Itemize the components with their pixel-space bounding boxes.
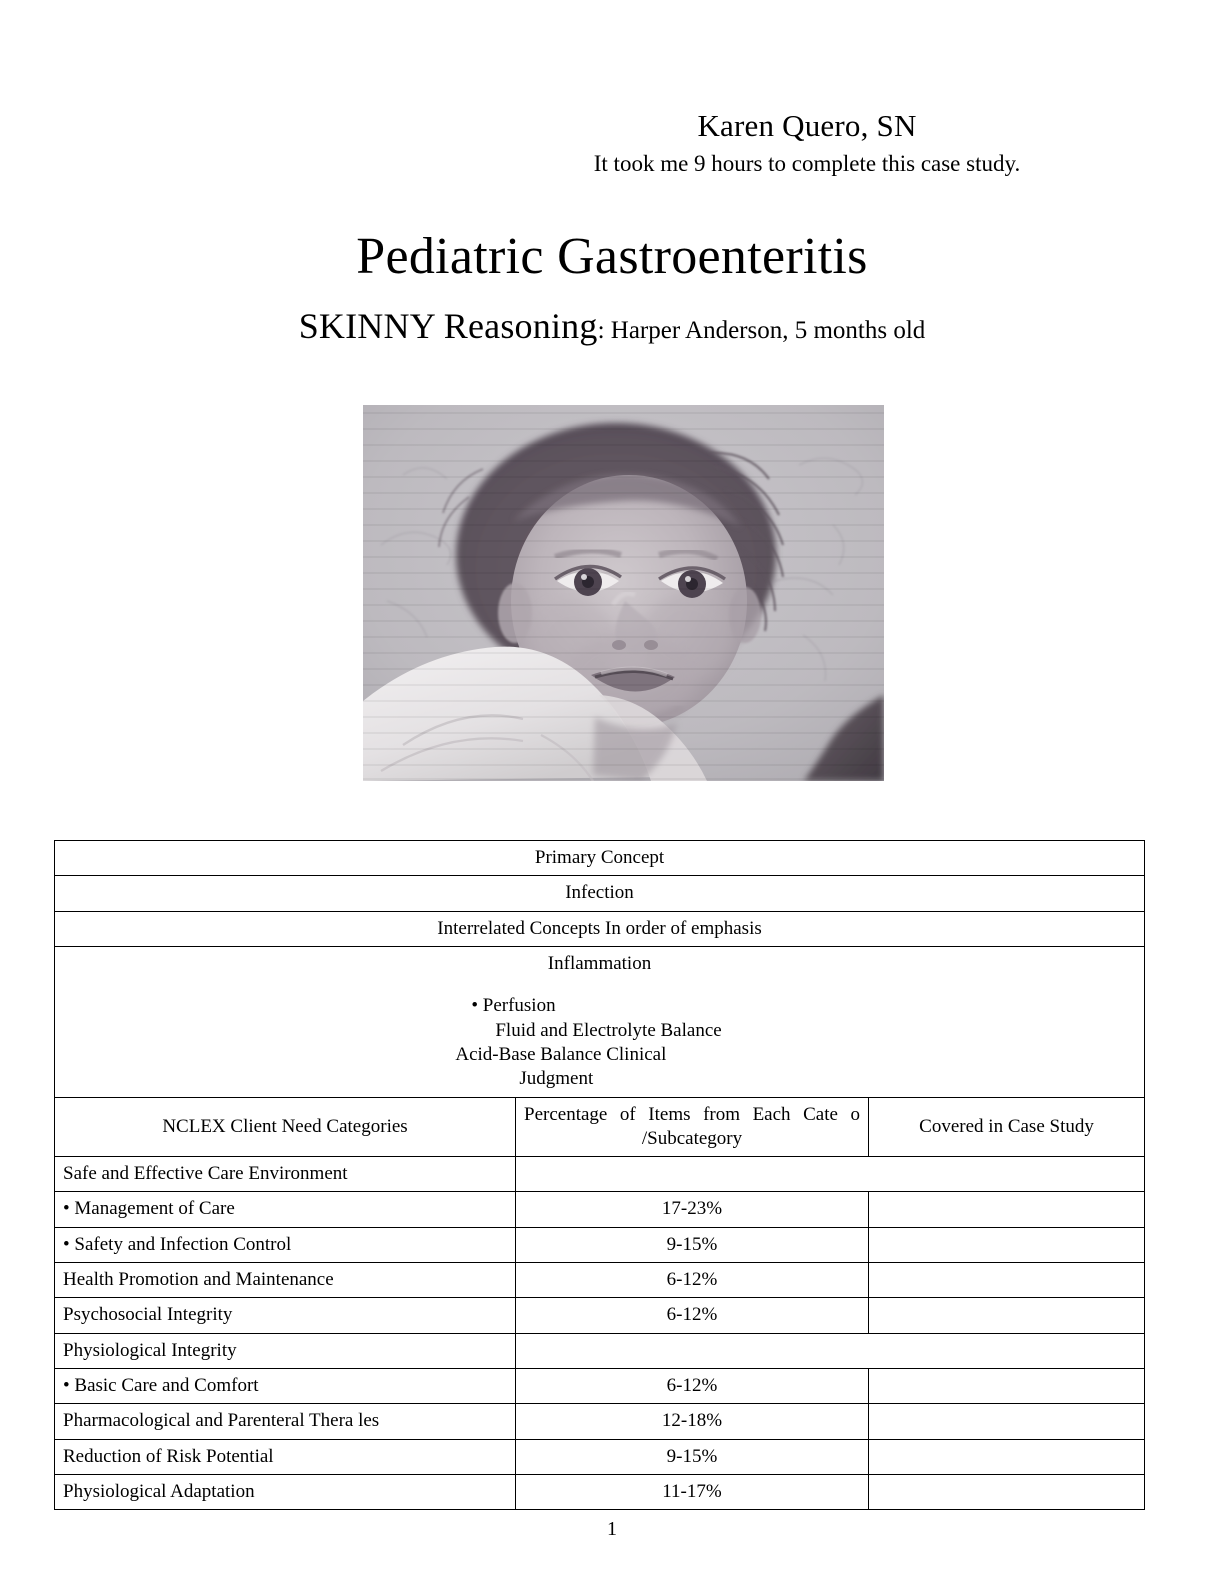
table-row	[55, 1192, 1145, 1227]
row-percentage: 17-23%	[516, 1192, 869, 1227]
interrelated-concepts-cell	[55, 946, 1145, 1097]
interrelated-concepts-label: Interrelated Concepts In order of emphasis	[55, 911, 1145, 946]
row-percentage: 6-12%	[516, 1298, 869, 1333]
row-covered[interactable]	[869, 1227, 1145, 1262]
interrelated-items-list	[455, 994, 722, 1091]
table-row	[55, 1404, 1145, 1439]
row-covered[interactable]	[869, 1263, 1145, 1298]
row-covered[interactable]	[869, 1298, 1145, 1333]
spacer	[63, 976, 1136, 994]
header-note: It took me 9 hours to complete this case study.	[593, 150, 1021, 176]
table-row-interrelated-concepts	[55, 946, 1145, 1097]
row-covered[interactable]	[869, 1474, 1145, 1509]
table-row-interrelated-label	[55, 911, 1145, 946]
row-percentage: 11-17%	[516, 1474, 869, 1509]
nclex-concept-table	[54, 840, 1145, 1510]
table-row	[55, 1157, 1145, 1192]
row-category: Physiological Integrity	[55, 1333, 516, 1368]
row-category: Reduction of Risk Potential	[55, 1439, 516, 1474]
interrelated-heading: Inflammation	[547, 952, 652, 974]
row-category: Health Promotion and Maintenance	[55, 1263, 516, 1298]
row-covered[interactable]	[869, 1192, 1145, 1227]
page-number: 1	[607, 1518, 617, 1540]
subtitle-main: SKINNY Reasoning	[298, 306, 598, 346]
table-row	[55, 1474, 1145, 1509]
row-percentage: 9-15%	[516, 1439, 869, 1474]
row-percentage-merged	[516, 1333, 1145, 1368]
primary-concept-value: Infection	[55, 876, 1145, 911]
column-header-percentage: Percentage of Items from Each Cate o /Subcategory	[516, 1097, 869, 1157]
table-row-primary-concept-label	[55, 841, 1145, 876]
row-percentage-merged	[516, 1157, 1145, 1192]
row-category: Pharmacological and Parenteral Thera les	[55, 1404, 516, 1439]
table-row-primary-concept-value	[55, 876, 1145, 911]
interrelated-item: Judgment	[519, 1068, 594, 1090]
interrelated-item: Fluid and Electrolyte Balance	[495, 1019, 722, 1041]
subtitle	[0, 305, 1224, 347]
table-row	[55, 1439, 1145, 1474]
table-row	[55, 1263, 1145, 1298]
interrelated-item: Acid-Base Balance Clinical	[455, 1043, 667, 1065]
table-header-row	[55, 1097, 1145, 1157]
column-header-covered: Covered in Case Study	[869, 1097, 1145, 1157]
row-category: Psychosocial Integrity	[55, 1298, 516, 1333]
row-category: • Basic Care and Comfort	[55, 1369, 516, 1404]
row-covered[interactable]	[869, 1404, 1145, 1439]
row-percentage: 6-12%	[516, 1263, 869, 1298]
subtitle-patient: : Harper Anderson, 5 months old	[597, 317, 926, 344]
column-header-categories: NCLEX Client Need Categories	[55, 1097, 516, 1157]
document-header	[547, 108, 1067, 178]
row-covered[interactable]	[869, 1439, 1145, 1474]
infant-photo-graphic	[363, 405, 884, 781]
row-category: Safe and Effective Care Environment	[55, 1157, 516, 1192]
author-name: Karen Quero, SN	[697, 108, 917, 143]
infant-photo	[363, 405, 884, 781]
primary-concept-label: Primary Concept	[55, 841, 1145, 876]
table-row	[55, 1333, 1145, 1368]
row-percentage: 6-12%	[516, 1369, 869, 1404]
row-category: • Management of Care	[55, 1192, 516, 1227]
row-category: Physiological Adaptation	[55, 1474, 516, 1509]
table-body	[55, 841, 1145, 1510]
row-covered[interactable]	[869, 1369, 1145, 1404]
row-percentage: 12-18%	[516, 1404, 869, 1439]
table-row	[55, 1369, 1145, 1404]
page-title: Pediatric Gastroenteritis	[356, 228, 868, 285]
row-category: • Safety and Infection Control	[55, 1227, 516, 1262]
interrelated-item: • Perfusion	[471, 995, 556, 1017]
row-percentage: 9-15%	[516, 1227, 869, 1262]
table-row	[55, 1298, 1145, 1333]
table-row	[55, 1227, 1145, 1262]
